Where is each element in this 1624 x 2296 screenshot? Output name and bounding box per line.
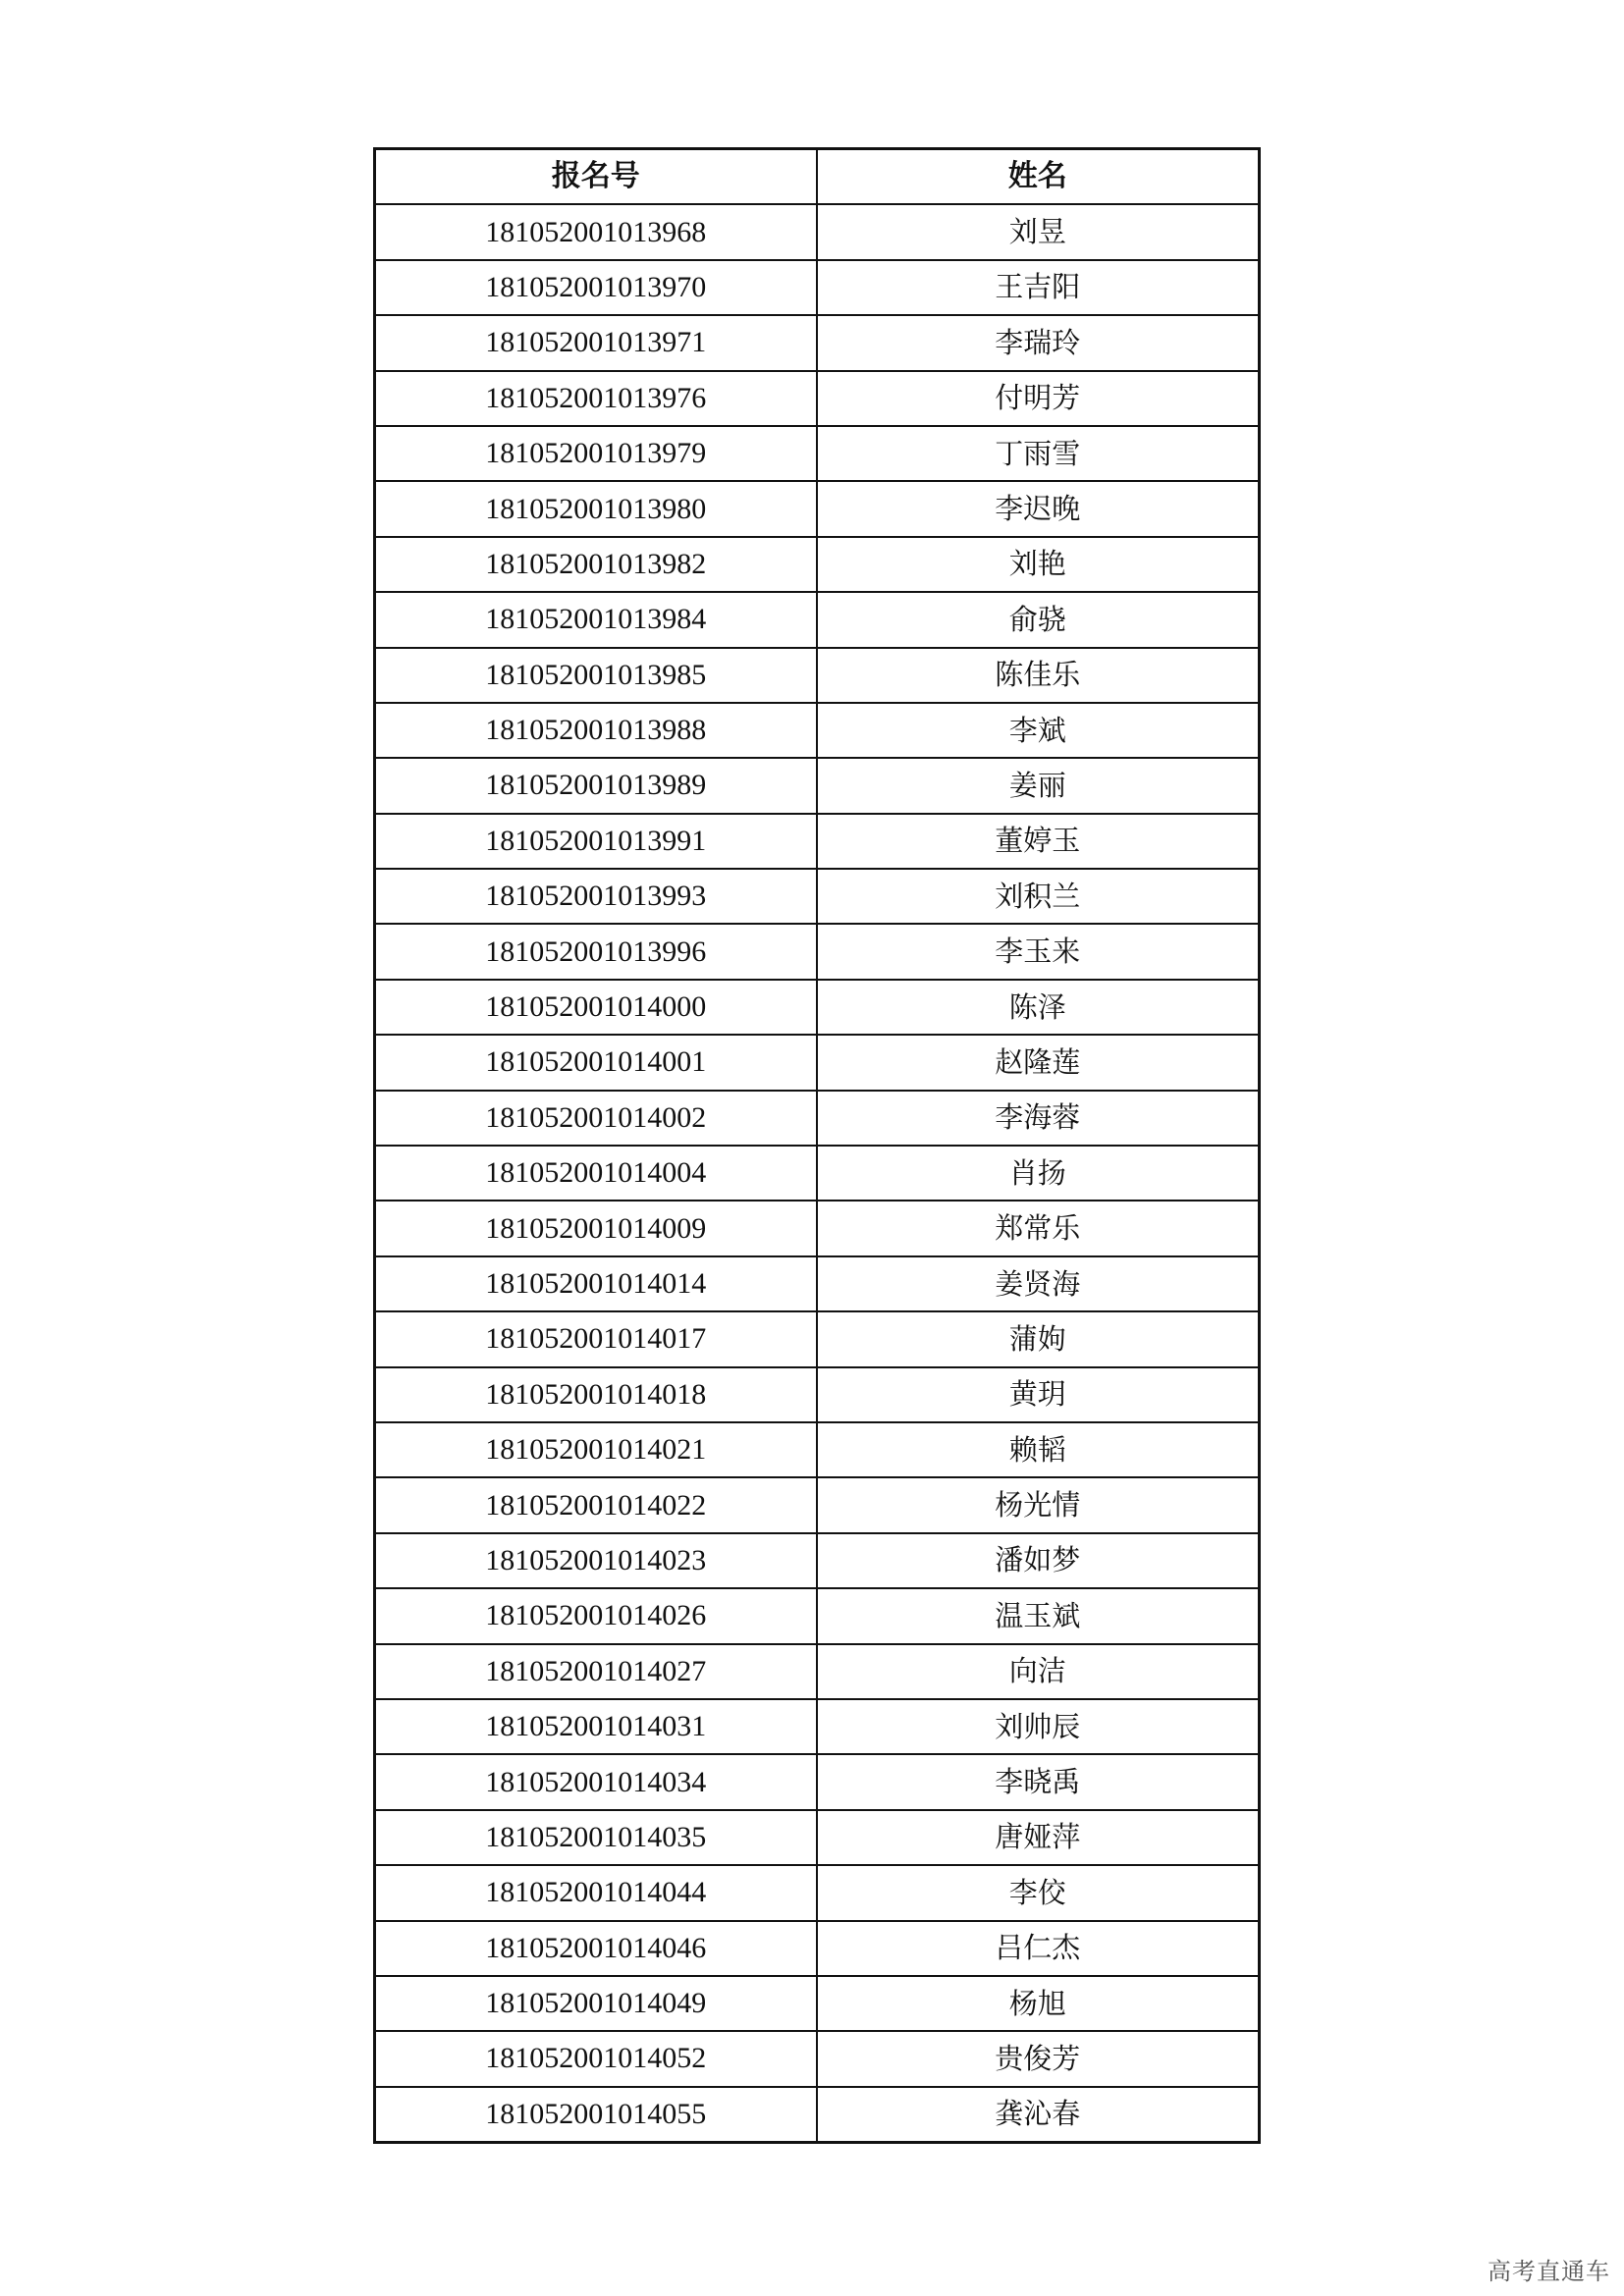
name-cell: 李玉来 xyxy=(817,924,1260,979)
table-row xyxy=(375,1422,1260,1477)
registration-number-cell: 181052001013985 xyxy=(375,648,817,703)
table-row xyxy=(375,371,1260,426)
name-cell: 姜贤海 xyxy=(817,1256,1260,1311)
registration-number-cell: 181052001014014 xyxy=(375,1256,817,1311)
name-cell: 贵俊芳 xyxy=(817,2031,1260,2086)
registration-number-cell: 181052001013996 xyxy=(375,924,817,979)
table-row xyxy=(375,481,1260,536)
table-row xyxy=(375,204,1260,259)
name-cell: 李瑞玲 xyxy=(817,315,1260,370)
registration-number-cell: 181052001014009 xyxy=(375,1201,817,1255)
name-cell: 付明芳 xyxy=(817,371,1260,426)
table-row xyxy=(375,1477,1260,1532)
table-row xyxy=(375,1311,1260,1366)
table-row xyxy=(375,1367,1260,1422)
table-row xyxy=(375,1644,1260,1699)
watermark-text: 高考直通车 xyxy=(1488,2258,1610,2285)
name-cell: 吕仁杰 xyxy=(817,1921,1260,1976)
name-cell: 刘艳 xyxy=(817,537,1260,592)
table-row xyxy=(375,1146,1260,1201)
name-cell: 姜丽 xyxy=(817,758,1260,813)
registration-number-cell: 181052001014018 xyxy=(375,1367,817,1422)
registration-number-cell: 181052001014021 xyxy=(375,1422,817,1477)
table-row xyxy=(375,1754,1260,1809)
registration-number-cell: 181052001014002 xyxy=(375,1091,817,1146)
name-cell: 刘昱 xyxy=(817,204,1260,259)
name-cell: 赖韬 xyxy=(817,1422,1260,1477)
name-cell: 潘如梦 xyxy=(817,1533,1260,1588)
registration-number-cell: 181052001013988 xyxy=(375,703,817,758)
table-row xyxy=(375,2031,1260,2086)
name-cell: 李迟晚 xyxy=(817,481,1260,536)
name-cell: 肖扬 xyxy=(817,1146,1260,1201)
name-cell: 董婷玉 xyxy=(817,814,1260,869)
table-row xyxy=(375,260,1260,315)
table-row xyxy=(375,1035,1260,1090)
name-cell: 王吉阳 xyxy=(817,260,1260,315)
registration-number-cell: 181052001013968 xyxy=(375,204,817,259)
name-cell: 向洁 xyxy=(817,1644,1260,1699)
name-cell: 刘积兰 xyxy=(817,869,1260,924)
table-row xyxy=(375,537,1260,592)
table-row xyxy=(375,869,1260,924)
table-row xyxy=(375,1865,1260,1920)
registration-number-cell: 181052001014001 xyxy=(375,1035,817,1090)
registration-number-cell: 181052001014052 xyxy=(375,2031,817,2086)
name-cell: 丁雨雪 xyxy=(817,426,1260,481)
table-row xyxy=(375,1921,1260,1976)
table-row xyxy=(375,426,1260,481)
table-row xyxy=(375,1533,1260,1588)
name-cell: 刘帅辰 xyxy=(817,1699,1260,1754)
table-row xyxy=(375,2087,1260,2143)
registration-number-cell: 181052001014023 xyxy=(375,1533,817,1588)
results-table xyxy=(373,147,1261,2144)
registration-number-cell: 181052001013980 xyxy=(375,481,817,536)
name-cell: 陈佳乐 xyxy=(817,648,1260,703)
table-row xyxy=(375,1201,1260,1255)
table-body xyxy=(375,204,1260,2142)
name-cell: 赵隆莲 xyxy=(817,1035,1260,1090)
registration-number-cell: 181052001014022 xyxy=(375,1477,817,1532)
name-cell: 俞骁 xyxy=(817,592,1260,647)
registration-number-cell: 181052001013971 xyxy=(375,315,817,370)
table-row xyxy=(375,814,1260,869)
registration-number-cell: 181052001014004 xyxy=(375,1146,817,1201)
table-header-row xyxy=(375,149,1260,205)
registration-number-cell: 181052001013970 xyxy=(375,260,817,315)
table-row xyxy=(375,1588,1260,1643)
registration-number-cell: 181052001013984 xyxy=(375,592,817,647)
registration-number-cell: 181052001014035 xyxy=(375,1810,817,1865)
name-cell: 龚沁春 xyxy=(817,2087,1260,2143)
name-cell: 李佼 xyxy=(817,1865,1260,1920)
registration-number-cell: 181052001014017 xyxy=(375,1311,817,1366)
registration-number-cell: 181052001013993 xyxy=(375,869,817,924)
registration-number-cell: 181052001013979 xyxy=(375,426,817,481)
table-row xyxy=(375,1091,1260,1146)
name-cell: 唐娅萍 xyxy=(817,1810,1260,1865)
name-cell: 李晓禹 xyxy=(817,1754,1260,1809)
table-row xyxy=(375,592,1260,647)
table-row xyxy=(375,703,1260,758)
name-cell: 杨光情 xyxy=(817,1477,1260,1532)
registration-number-cell: 181052001014046 xyxy=(375,1921,817,1976)
name-cell: 李斌 xyxy=(817,703,1260,758)
registration-number-cell: 181052001014044 xyxy=(375,1865,817,1920)
name-cell: 温玉斌 xyxy=(817,1588,1260,1643)
registration-number-cell: 181052001014000 xyxy=(375,980,817,1035)
results-table-container xyxy=(373,147,1258,2144)
name-cell: 杨旭 xyxy=(817,1976,1260,2031)
table-row xyxy=(375,315,1260,370)
registration-number-cell: 181052001014026 xyxy=(375,1588,817,1643)
table-row xyxy=(375,980,1260,1035)
table-row xyxy=(375,1699,1260,1754)
table-row xyxy=(375,648,1260,703)
name-cell: 李海蓉 xyxy=(817,1091,1260,1146)
table-row xyxy=(375,758,1260,813)
registration-number-cell: 181052001014031 xyxy=(375,1699,817,1754)
name-cell: 陈泽 xyxy=(817,980,1260,1035)
table-row xyxy=(375,1976,1260,2031)
registration-number-cell: 181052001014049 xyxy=(375,1976,817,2031)
table-row xyxy=(375,924,1260,979)
header-registration-number: 报名号 xyxy=(375,149,817,205)
registration-number-cell: 181052001013989 xyxy=(375,758,817,813)
name-cell: 蒲姁 xyxy=(817,1311,1260,1366)
table-row xyxy=(375,1810,1260,1865)
registration-number-cell: 181052001013976 xyxy=(375,371,817,426)
name-cell: 郑常乐 xyxy=(817,1201,1260,1255)
registration-number-cell: 181052001013991 xyxy=(375,814,817,869)
registration-number-cell: 181052001013982 xyxy=(375,537,817,592)
registration-number-cell: 181052001014027 xyxy=(375,1644,817,1699)
header-name: 姓名 xyxy=(817,149,1260,205)
table-row xyxy=(375,1256,1260,1311)
name-cell: 黄玥 xyxy=(817,1367,1260,1422)
registration-number-cell: 181052001014055 xyxy=(375,2087,817,2143)
registration-number-cell: 181052001014034 xyxy=(375,1754,817,1809)
